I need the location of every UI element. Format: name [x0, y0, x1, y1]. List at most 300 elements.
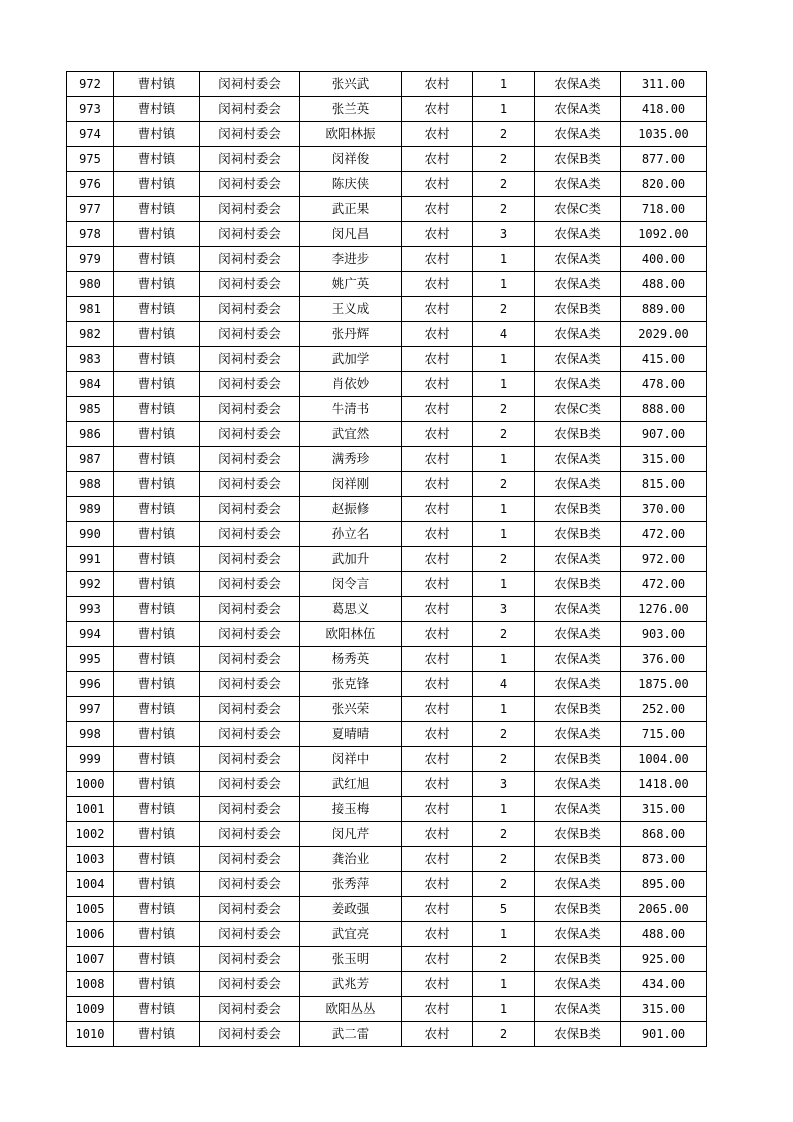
area-type-cell: 农村	[402, 197, 473, 222]
town-cell: 曹村镇	[114, 97, 200, 122]
amount-cell: 376.00	[621, 647, 707, 672]
area-type-cell: 农村	[402, 247, 473, 272]
name-cell: 张秀萍	[300, 872, 402, 897]
name-cell: 闵凡芹	[300, 822, 402, 847]
name-cell: 武兆芳	[300, 972, 402, 997]
household-size-cell: 4	[473, 672, 535, 697]
table-row	[67, 672, 707, 697]
village-committee-cell: 闵祠村委会	[200, 247, 300, 272]
town-cell: 曹村镇	[114, 547, 200, 572]
town-cell: 曹村镇	[114, 72, 200, 97]
household-size-cell: 2	[473, 122, 535, 147]
household-size-cell: 1	[473, 247, 535, 272]
household-size-cell: 3	[473, 222, 535, 247]
amount-cell: 472.00	[621, 522, 707, 547]
serial-number-cell: 976	[67, 172, 114, 197]
household-size-cell: 2	[473, 722, 535, 747]
table-row	[67, 522, 707, 547]
table-row	[67, 622, 707, 647]
serial-number-cell: 988	[67, 472, 114, 497]
insurance-category-cell: 农保A类	[535, 222, 621, 247]
name-cell: 牛清书	[300, 397, 402, 422]
table-row	[67, 897, 707, 922]
serial-number-cell: 993	[67, 597, 114, 622]
name-cell: 杨秀英	[300, 647, 402, 672]
name-cell: 武红旭	[300, 772, 402, 797]
village-committee-cell: 闵祠村委会	[200, 947, 300, 972]
area-type-cell: 农村	[402, 497, 473, 522]
insurance-category-cell: 农保B类	[535, 497, 621, 522]
amount-cell: 925.00	[621, 947, 707, 972]
town-cell: 曹村镇	[114, 347, 200, 372]
amount-cell: 1276.00	[621, 597, 707, 622]
name-cell: 王义成	[300, 297, 402, 322]
village-committee-cell: 闵祠村委会	[200, 797, 300, 822]
household-size-cell: 1	[473, 347, 535, 372]
household-size-cell: 2	[473, 622, 535, 647]
amount-cell: 1875.00	[621, 672, 707, 697]
serial-number-cell: 1003	[67, 847, 114, 872]
area-type-cell: 农村	[402, 397, 473, 422]
insurance-category-cell: 农保A类	[535, 347, 621, 372]
amount-cell: 370.00	[621, 497, 707, 522]
town-cell: 曹村镇	[114, 847, 200, 872]
serial-number-cell: 997	[67, 697, 114, 722]
name-cell: 武二雷	[300, 1022, 402, 1047]
serial-number-cell: 978	[67, 222, 114, 247]
area-type-cell: 农村	[402, 472, 473, 497]
household-size-cell: 1	[473, 522, 535, 547]
household-size-cell: 2	[473, 297, 535, 322]
insurance-category-cell: 农保A类	[535, 447, 621, 472]
area-type-cell: 农村	[402, 747, 473, 772]
serial-number-cell: 984	[67, 372, 114, 397]
insurance-category-cell: 农保B类	[535, 522, 621, 547]
amount-cell: 488.00	[621, 272, 707, 297]
table-row	[67, 347, 707, 372]
serial-number-cell: 1002	[67, 822, 114, 847]
town-cell: 曹村镇	[114, 522, 200, 547]
amount-cell: 1418.00	[621, 772, 707, 797]
area-type-cell: 农村	[402, 597, 473, 622]
insurance-category-cell: 农保A类	[535, 372, 621, 397]
household-size-cell: 1	[473, 922, 535, 947]
serial-number-cell: 977	[67, 197, 114, 222]
serial-number-cell: 979	[67, 247, 114, 272]
name-cell: 武加升	[300, 547, 402, 572]
town-cell: 曹村镇	[114, 897, 200, 922]
amount-cell: 901.00	[621, 1022, 707, 1047]
amount-cell: 2065.00	[621, 897, 707, 922]
serial-number-cell: 973	[67, 97, 114, 122]
town-cell: 曹村镇	[114, 172, 200, 197]
serial-number-cell: 974	[67, 122, 114, 147]
table-row	[67, 222, 707, 247]
name-cell: 闵祥刚	[300, 472, 402, 497]
area-type-cell: 农村	[402, 147, 473, 172]
amount-cell: 315.00	[621, 447, 707, 472]
relief-roster-table	[66, 71, 707, 1047]
table-row	[67, 247, 707, 272]
amount-cell: 415.00	[621, 347, 707, 372]
table-row	[67, 922, 707, 947]
name-cell: 张克锋	[300, 672, 402, 697]
table-row	[67, 422, 707, 447]
serial-number-cell: 999	[67, 747, 114, 772]
table-row	[67, 647, 707, 672]
name-cell: 闵祥俊	[300, 147, 402, 172]
town-cell: 曹村镇	[114, 322, 200, 347]
area-type-cell: 农村	[402, 372, 473, 397]
town-cell: 曹村镇	[114, 922, 200, 947]
village-committee-cell: 闵祠村委会	[200, 497, 300, 522]
insurance-category-cell: 农保A类	[535, 622, 621, 647]
town-cell: 曹村镇	[114, 447, 200, 472]
village-committee-cell: 闵祠村委会	[200, 172, 300, 197]
table-row	[67, 597, 707, 622]
town-cell: 曹村镇	[114, 947, 200, 972]
area-type-cell: 农村	[402, 72, 473, 97]
household-size-cell: 1	[473, 972, 535, 997]
village-committee-cell: 闵祠村委会	[200, 672, 300, 697]
amount-cell: 877.00	[621, 147, 707, 172]
town-cell: 曹村镇	[114, 997, 200, 1022]
insurance-category-cell: 农保A类	[535, 922, 621, 947]
table-row	[67, 97, 707, 122]
area-type-cell: 农村	[402, 972, 473, 997]
name-cell: 闵祥中	[300, 747, 402, 772]
table-row	[67, 397, 707, 422]
town-cell: 曹村镇	[114, 297, 200, 322]
household-size-cell: 1	[473, 647, 535, 672]
village-committee-cell: 闵祠村委会	[200, 472, 300, 497]
name-cell: 武宜然	[300, 422, 402, 447]
household-size-cell: 2	[473, 472, 535, 497]
village-committee-cell: 闵祠村委会	[200, 147, 300, 172]
table-row	[67, 497, 707, 522]
serial-number-cell: 996	[67, 672, 114, 697]
town-cell: 曹村镇	[114, 972, 200, 997]
household-size-cell: 2	[473, 197, 535, 222]
insurance-category-cell: 农保A类	[535, 997, 621, 1022]
name-cell: 龚治业	[300, 847, 402, 872]
name-cell: 赵振修	[300, 497, 402, 522]
village-committee-cell: 闵祠村委会	[200, 722, 300, 747]
household-size-cell: 3	[473, 597, 535, 622]
table-row	[67, 197, 707, 222]
household-size-cell: 1	[473, 697, 535, 722]
village-committee-cell: 闵祠村委会	[200, 897, 300, 922]
amount-cell: 1092.00	[621, 222, 707, 247]
table-row	[67, 72, 707, 97]
town-cell: 曹村镇	[114, 772, 200, 797]
area-type-cell: 农村	[402, 922, 473, 947]
area-type-cell: 农村	[402, 672, 473, 697]
household-size-cell: 1	[473, 447, 535, 472]
household-size-cell: 2	[473, 422, 535, 447]
insurance-category-cell: 农保B类	[535, 947, 621, 972]
serial-number-cell: 990	[67, 522, 114, 547]
amount-cell: 400.00	[621, 247, 707, 272]
area-type-cell: 农村	[402, 222, 473, 247]
town-cell: 曹村镇	[114, 247, 200, 272]
name-cell: 武加学	[300, 347, 402, 372]
village-committee-cell: 闵祠村委会	[200, 397, 300, 422]
insurance-category-cell: 农保A类	[535, 972, 621, 997]
area-type-cell: 农村	[402, 447, 473, 472]
area-type-cell: 农村	[402, 422, 473, 447]
insurance-category-cell: 农保B类	[535, 147, 621, 172]
insurance-category-cell: 农保A类	[535, 172, 621, 197]
area-type-cell: 农村	[402, 697, 473, 722]
town-cell: 曹村镇	[114, 472, 200, 497]
amount-cell: 311.00	[621, 72, 707, 97]
area-type-cell: 农村	[402, 522, 473, 547]
table-row	[67, 472, 707, 497]
household-size-cell: 2	[473, 397, 535, 422]
area-type-cell: 农村	[402, 722, 473, 747]
name-cell: 闵令言	[300, 572, 402, 597]
table-row	[67, 572, 707, 597]
name-cell: 姚广英	[300, 272, 402, 297]
table-row	[67, 372, 707, 397]
insurance-category-cell: 农保C类	[535, 197, 621, 222]
village-committee-cell: 闵祠村委会	[200, 747, 300, 772]
town-cell: 曹村镇	[114, 872, 200, 897]
serial-number-cell: 975	[67, 147, 114, 172]
area-type-cell: 农村	[402, 272, 473, 297]
table-row	[67, 847, 707, 872]
village-committee-cell: 闵祠村委会	[200, 522, 300, 547]
town-cell: 曹村镇	[114, 822, 200, 847]
amount-cell: 907.00	[621, 422, 707, 447]
town-cell: 曹村镇	[114, 722, 200, 747]
town-cell: 曹村镇	[114, 122, 200, 147]
area-type-cell: 农村	[402, 947, 473, 972]
amount-cell: 434.00	[621, 972, 707, 997]
household-size-cell: 2	[473, 947, 535, 972]
town-cell: 曹村镇	[114, 597, 200, 622]
insurance-category-cell: 农保A类	[535, 647, 621, 672]
amount-cell: 418.00	[621, 97, 707, 122]
town-cell: 曹村镇	[114, 197, 200, 222]
village-committee-cell: 闵祠村委会	[200, 647, 300, 672]
amount-cell: 252.00	[621, 697, 707, 722]
village-committee-cell: 闵祠村委会	[200, 697, 300, 722]
town-cell: 曹村镇	[114, 572, 200, 597]
amount-cell: 1035.00	[621, 122, 707, 147]
insurance-category-cell: 农保B类	[535, 422, 621, 447]
area-type-cell: 农村	[402, 547, 473, 572]
insurance-category-cell: 农保B类	[535, 897, 621, 922]
name-cell: 张兰英	[300, 97, 402, 122]
insurance-category-cell: 农保A类	[535, 872, 621, 897]
village-committee-cell: 闵祠村委会	[200, 972, 300, 997]
serial-number-cell: 1004	[67, 872, 114, 897]
amount-cell: 315.00	[621, 997, 707, 1022]
village-committee-cell: 闵祠村委会	[200, 272, 300, 297]
serial-number-cell: 989	[67, 497, 114, 522]
insurance-category-cell: 农保A类	[535, 97, 621, 122]
table-row	[67, 972, 707, 997]
household-size-cell: 1	[473, 72, 535, 97]
village-committee-cell: 闵祠村委会	[200, 222, 300, 247]
household-size-cell: 2	[473, 747, 535, 772]
village-committee-cell: 闵祠村委会	[200, 1022, 300, 1047]
area-type-cell: 农村	[402, 1022, 473, 1047]
amount-cell: 2029.00	[621, 322, 707, 347]
table-row	[67, 797, 707, 822]
village-committee-cell: 闵祠村委会	[200, 872, 300, 897]
town-cell: 曹村镇	[114, 622, 200, 647]
amount-cell: 715.00	[621, 722, 707, 747]
village-committee-cell: 闵祠村委会	[200, 197, 300, 222]
village-committee-cell: 闵祠村委会	[200, 622, 300, 647]
household-size-cell: 2	[473, 172, 535, 197]
table-row	[67, 122, 707, 147]
insurance-category-cell: 农保A类	[535, 797, 621, 822]
amount-cell: 895.00	[621, 872, 707, 897]
village-committee-cell: 闵祠村委会	[200, 597, 300, 622]
serial-number-cell: 1010	[67, 1022, 114, 1047]
village-committee-cell: 闵祠村委会	[200, 847, 300, 872]
town-cell: 曹村镇	[114, 497, 200, 522]
name-cell: 欧阳丛丛	[300, 997, 402, 1022]
table-row	[67, 147, 707, 172]
household-size-cell: 2	[473, 872, 535, 897]
amount-cell: 889.00	[621, 297, 707, 322]
name-cell: 武正果	[300, 197, 402, 222]
name-cell: 夏晴晴	[300, 722, 402, 747]
insurance-category-cell: 农保A类	[535, 272, 621, 297]
serial-number-cell: 980	[67, 272, 114, 297]
household-size-cell: 2	[473, 147, 535, 172]
name-cell: 张丹辉	[300, 322, 402, 347]
town-cell: 曹村镇	[114, 272, 200, 297]
name-cell: 武宜亮	[300, 922, 402, 947]
name-cell: 满秀珍	[300, 447, 402, 472]
name-cell: 张兴武	[300, 72, 402, 97]
name-cell: 闵凡昌	[300, 222, 402, 247]
village-committee-cell: 闵祠村委会	[200, 72, 300, 97]
area-type-cell: 农村	[402, 822, 473, 847]
town-cell: 曹村镇	[114, 697, 200, 722]
household-size-cell: 4	[473, 322, 535, 347]
name-cell: 接玉梅	[300, 797, 402, 822]
area-type-cell: 农村	[402, 622, 473, 647]
serial-number-cell: 998	[67, 722, 114, 747]
insurance-category-cell: 农保A类	[535, 722, 621, 747]
serial-number-cell: 1000	[67, 772, 114, 797]
town-cell: 曹村镇	[114, 647, 200, 672]
table-row	[67, 697, 707, 722]
table-row	[67, 872, 707, 897]
household-size-cell: 5	[473, 897, 535, 922]
amount-cell: 888.00	[621, 397, 707, 422]
insurance-category-cell: 农保A类	[535, 472, 621, 497]
insurance-category-cell: 农保A类	[535, 122, 621, 147]
area-type-cell: 农村	[402, 772, 473, 797]
amount-cell: 815.00	[621, 472, 707, 497]
table-row	[67, 947, 707, 972]
table-row	[67, 1022, 707, 1047]
household-size-cell: 2	[473, 847, 535, 872]
insurance-category-cell: 农保B类	[535, 572, 621, 597]
table-row	[67, 772, 707, 797]
serial-number-cell: 1008	[67, 972, 114, 997]
serial-number-cell: 994	[67, 622, 114, 647]
insurance-category-cell: 农保A类	[535, 322, 621, 347]
serial-number-cell: 991	[67, 547, 114, 572]
area-type-cell: 农村	[402, 172, 473, 197]
insurance-category-cell: 农保B类	[535, 1022, 621, 1047]
area-type-cell: 农村	[402, 647, 473, 672]
village-committee-cell: 闵祠村委会	[200, 347, 300, 372]
household-size-cell: 1	[473, 97, 535, 122]
area-type-cell: 农村	[402, 322, 473, 347]
insurance-category-cell: 农保B类	[535, 847, 621, 872]
serial-number-cell: 1007	[67, 947, 114, 972]
table-row	[67, 722, 707, 747]
town-cell: 曹村镇	[114, 372, 200, 397]
name-cell: 欧阳林振	[300, 122, 402, 147]
insurance-category-cell: 农保B类	[535, 747, 621, 772]
household-size-cell: 1	[473, 572, 535, 597]
serial-number-cell: 986	[67, 422, 114, 447]
serial-number-cell: 982	[67, 322, 114, 347]
village-committee-cell: 闵祠村委会	[200, 447, 300, 472]
insurance-category-cell: 农保C类	[535, 397, 621, 422]
serial-number-cell: 1005	[67, 897, 114, 922]
serial-number-cell: 981	[67, 297, 114, 322]
household-size-cell: 1	[473, 997, 535, 1022]
amount-cell: 315.00	[621, 797, 707, 822]
serial-number-cell: 992	[67, 572, 114, 597]
area-type-cell: 农村	[402, 122, 473, 147]
insurance-category-cell: 农保A类	[535, 772, 621, 797]
name-cell: 葛思义	[300, 597, 402, 622]
insurance-category-cell: 农保B类	[535, 822, 621, 847]
village-committee-cell: 闵祠村委会	[200, 822, 300, 847]
table-row	[67, 272, 707, 297]
town-cell: 曹村镇	[114, 422, 200, 447]
name-cell: 孙立名	[300, 522, 402, 547]
area-type-cell: 农村	[402, 347, 473, 372]
amount-cell: 873.00	[621, 847, 707, 872]
area-type-cell: 农村	[402, 997, 473, 1022]
name-cell: 张玉明	[300, 947, 402, 972]
village-committee-cell: 闵祠村委会	[200, 997, 300, 1022]
village-committee-cell: 闵祠村委会	[200, 322, 300, 347]
village-committee-cell: 闵祠村委会	[200, 372, 300, 397]
household-size-cell: 1	[473, 797, 535, 822]
name-cell: 陈庆侠	[300, 172, 402, 197]
amount-cell: 868.00	[621, 822, 707, 847]
town-cell: 曹村镇	[114, 222, 200, 247]
serial-number-cell: 1006	[67, 922, 114, 947]
household-size-cell: 1	[473, 497, 535, 522]
amount-cell: 718.00	[621, 197, 707, 222]
serial-number-cell: 995	[67, 647, 114, 672]
household-size-cell: 1	[473, 272, 535, 297]
serial-number-cell: 985	[67, 397, 114, 422]
amount-cell: 903.00	[621, 622, 707, 647]
household-size-cell: 1	[473, 372, 535, 397]
village-committee-cell: 闵祠村委会	[200, 547, 300, 572]
table-row	[67, 747, 707, 772]
amount-cell: 478.00	[621, 372, 707, 397]
serial-number-cell: 972	[67, 72, 114, 97]
